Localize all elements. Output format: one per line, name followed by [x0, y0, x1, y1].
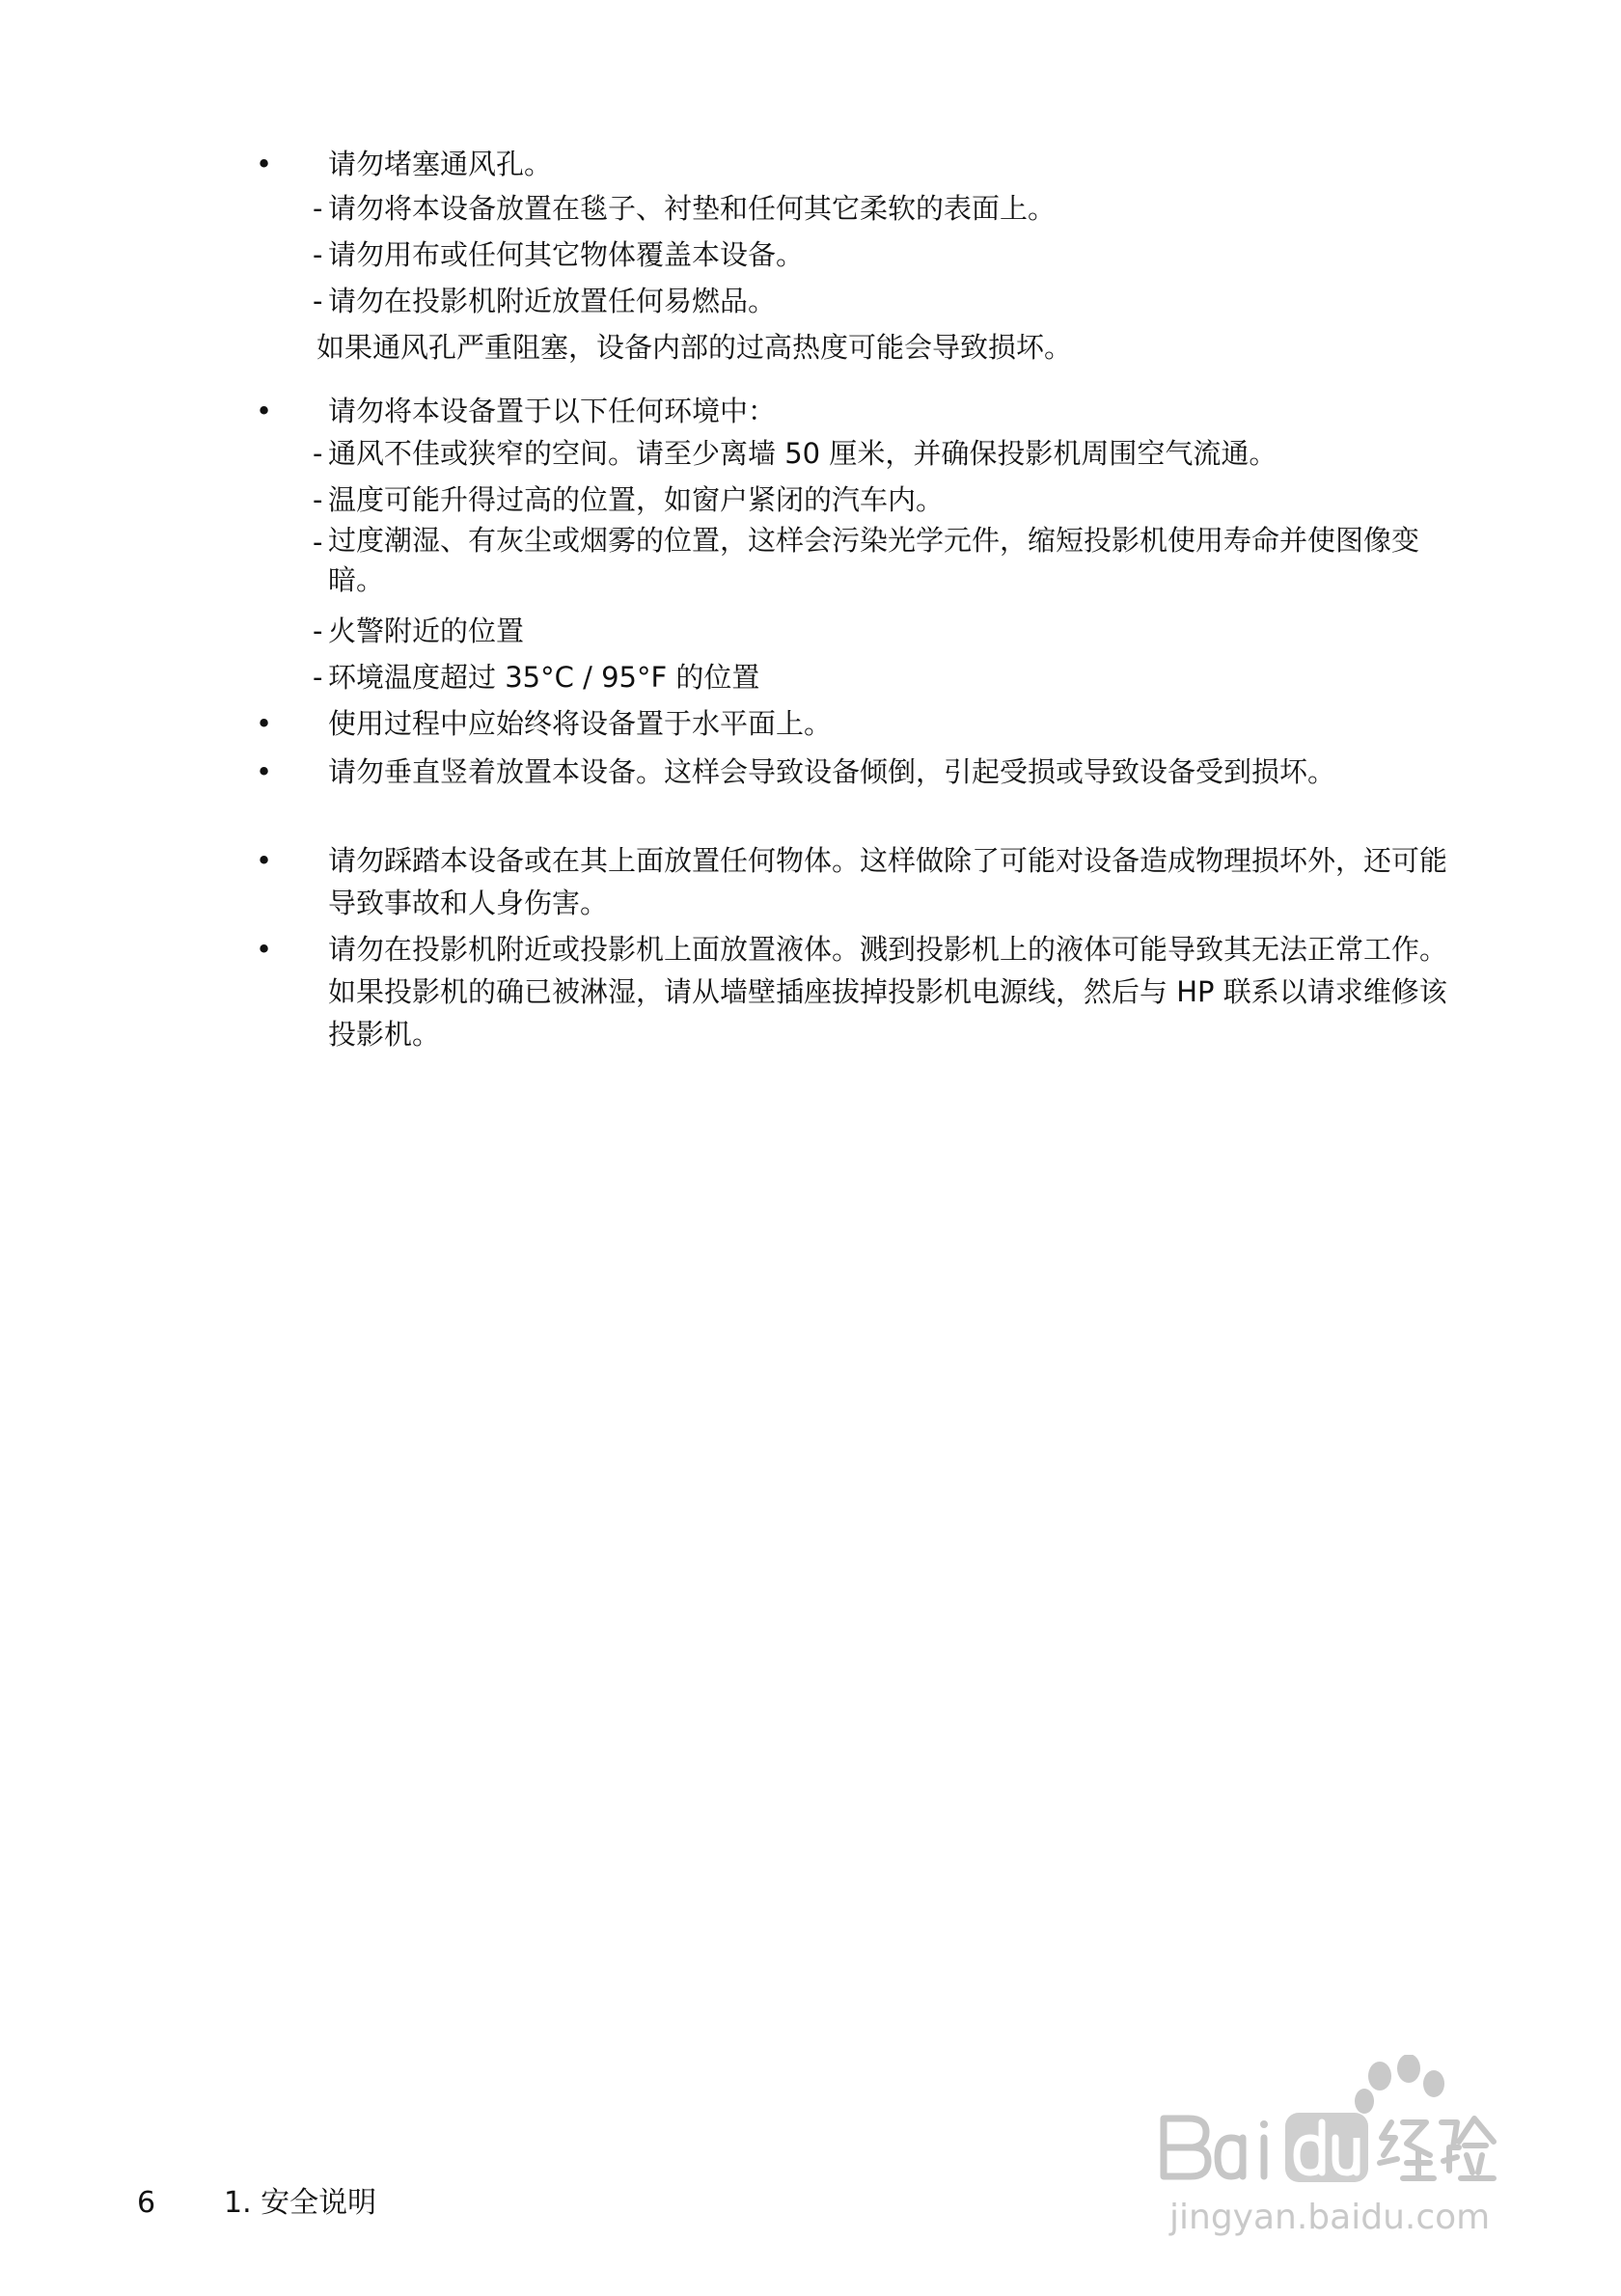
bullet-marker: •: [256, 933, 273, 966]
section-title: 1. 安全说明: [224, 2186, 377, 2220]
baidu-watermark-logo: [1150, 2055, 1517, 2248]
bullet-marker: •: [256, 395, 273, 427]
sub-text: 请勿在投影机附近放置任何易燃品。: [328, 285, 777, 317]
bullet-marker: •: [256, 707, 273, 740]
dash-marker: -: [313, 526, 323, 559]
bullet-title: 请勿堵塞通风孔。: [328, 148, 553, 180]
bullet-text: 请勿踩踏本设备或在其上面放置任何物体。这样做除了可能对设备造成物理损坏外，还可能导致事故和人身伤害。: [328, 844, 1448, 919]
watermark-url: jingyan.baidu.com: [1169, 2198, 1491, 2237]
bullet-text: 使用过程中应始终将设备置于水平面上。: [328, 707, 833, 740]
dash-marker: -: [313, 192, 323, 225]
sub-text: 请勿将本设备放置在毯子、衬垫和任何其它柔软的表面上。: [328, 192, 1057, 225]
page-number: 6: [137, 2186, 156, 2220]
sub-text: 环境温度超过 35°C / 95°F 的位置: [328, 661, 760, 694]
paw-icon: [1355, 2055, 1444, 2114]
sub-text: 过度潮湿、有灰尘或烟雾的位置，这样会污染光学元件，缩短投影机使用寿命并使图像变暗。: [328, 524, 1420, 596]
sub-text: 火警附近的位置: [328, 615, 525, 647]
bullet-marker: •: [256, 844, 273, 877]
note-text: 如果通风孔严重阻塞，设备内部的过高热度可能会导致损坏。: [316, 331, 1073, 364]
dash-marker: -: [313, 661, 323, 694]
sub-text: 请勿用布或任何其它物体覆盖本设备。: [328, 238, 805, 271]
bullet-text: 请勿垂直竖着放置本设备。这样会导致设备倾倒，引起受损或导致设备受到损坏。: [328, 755, 1336, 788]
bullet-text: 请勿在投影机附近或投影机上面放置液体。溅到投影机上的液体可能导致其无法正常工作。如果投影机的确已被淋湿，请从墙壁插座拔掉投影机电源线，然后与 HP 联系以请求维修该投影机。: [328, 933, 1448, 1051]
dash-marker: -: [313, 615, 323, 647]
dash-marker: -: [313, 483, 323, 516]
bullet-marker: •: [256, 148, 273, 180]
dash-marker: -: [313, 437, 323, 470]
bullet-title: 请勿将本设备置于以下任何环境中：: [328, 395, 777, 427]
bullet-marker: •: [256, 755, 273, 788]
sub-text: 温度可能升得过高的位置，如窗户紧闭的汽车内。: [328, 483, 945, 516]
sub-text: 通风不佳或狭窄的空间。请至少离墙 50 厘米，并确保投影机周围空气流通。: [328, 437, 1278, 470]
dash-marker: -: [313, 285, 323, 317]
dash-marker: -: [313, 238, 323, 271]
